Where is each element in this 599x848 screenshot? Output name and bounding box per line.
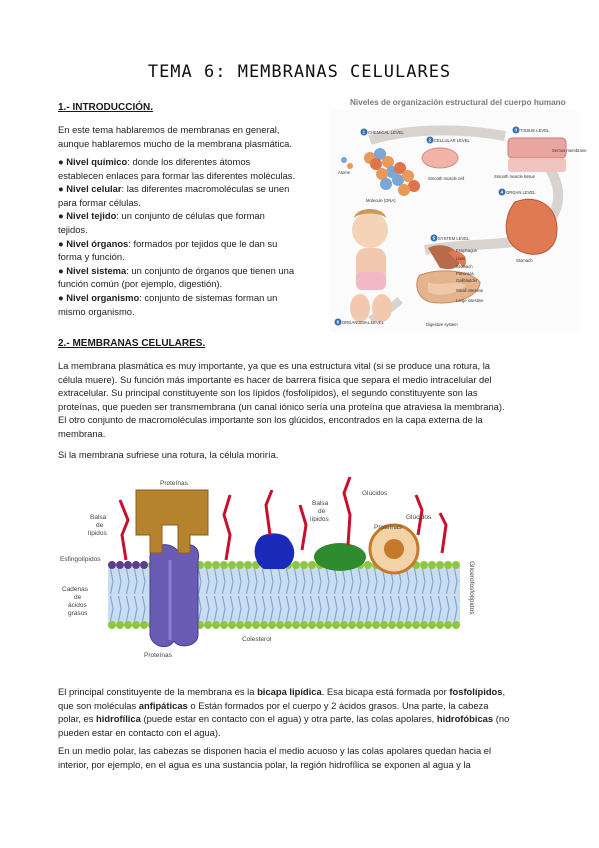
- phospholipid-head: [252, 621, 260, 629]
- label-organismal-level: ORGANISMAL LEVEL: [342, 320, 384, 325]
- phospholipid-head: [292, 621, 300, 629]
- phospholipid-head: [212, 621, 220, 629]
- label-glucidos-1: Glúcidos: [362, 490, 388, 497]
- page-title: TEMA 6: MEMBRANAS CELULARES: [147, 62, 452, 82]
- label-colesterol: Colesterol: [242, 636, 272, 643]
- label-chemical-level: CHEMICAL LEVEL: [368, 130, 404, 135]
- stomach-organ: [506, 199, 557, 254]
- phospholipid-head: [404, 621, 412, 629]
- label-cellular-level: CELLULAR LEVEL: [434, 138, 470, 143]
- label-stomach: Stomach: [516, 258, 533, 263]
- membrane-paragraph: [58, 359, 548, 441]
- phospholipid-head: [380, 621, 388, 629]
- phospholipid-head: [332, 621, 340, 629]
- list-item-cont: tejidos.: [58, 223, 88, 235]
- intro-line: En este tema hablaremos de membranas en general,: [58, 124, 280, 135]
- phospholipid-head: [228, 621, 236, 629]
- phospholipid-head: [364, 561, 372, 569]
- phospholipid-head: [220, 561, 228, 569]
- membrane-figure: [58, 465, 476, 663]
- phospholipid-head: [428, 561, 436, 569]
- paragraph-line: polar, es hidrofílica (puede estar en contacto con el agua) y otra parte, las colas apolares, hidrofóbicas (no: [58, 713, 510, 725]
- paragraph-line: El otro conjunto de macromoléculas importante son los glúcidos, encontrados en la capa externa de la: [58, 414, 483, 426]
- phospholipid-head: [116, 621, 124, 629]
- phospholipid-head: [204, 561, 212, 569]
- levels-list: [58, 155, 333, 318]
- phospholipid-head: [244, 621, 252, 629]
- svg-text:5: 5: [432, 235, 436, 241]
- phospholipid-head: [308, 561, 316, 569]
- phospholipid-head: [212, 561, 220, 569]
- phospholipid-head: [452, 621, 460, 629]
- paragraph-line: extracelular. Su principal constituyente son los lípidos (fosfolípidos), el segundo constituyente son las: [58, 387, 478, 399]
- svg-text:de: de: [74, 594, 82, 601]
- label-proteinas-right: Proteínas: [374, 524, 402, 531]
- phospholipid-head: [452, 561, 460, 569]
- svg-text:de: de: [96, 522, 104, 529]
- lipid-raft: [314, 543, 366, 571]
- cell-shape: [422, 148, 458, 168]
- figure-caption: Niveles de organización estructural del cuerpo humano: [350, 98, 566, 107]
- paragraph-line: interior, por ejemplo, en el agua es una sustancia polar, la región hidrofílica se exponen al agua y la: [58, 758, 471, 770]
- label-tissue-level: TISSUE LEVEL: [520, 128, 550, 133]
- rupture-sentence: Si la membrana sufriese una rotura, la célula moriría.: [58, 449, 279, 460]
- bilayer-paragraph: [58, 685, 548, 739]
- phospholipid-head: [444, 621, 452, 629]
- phospholipid-head: [436, 561, 444, 569]
- list-item-cont: función común (por ejemplo, digestión).: [58, 278, 223, 290]
- phospholipid-head: [428, 621, 436, 629]
- label-liver: Liver: [456, 256, 466, 261]
- phospholipid-head: [236, 561, 244, 569]
- paragraph-line: pueden estar en contacto con el agua).: [58, 726, 221, 738]
- phospholipid-head: [124, 561, 132, 569]
- paragraph-line: que son moléculas anfipáticas o Están formados por el cuerpo y 2 ácidos grasos. Una parte, la cabeza: [58, 699, 489, 711]
- label-smooth-tissue: Smooth muscle tissue: [494, 174, 535, 179]
- paragraph-line: membrana.: [58, 427, 106, 439]
- phospholipid-head: [236, 621, 244, 629]
- phospholipid-head: [348, 621, 356, 629]
- list-item-cont: forma y función.: [58, 251, 125, 263]
- label-digestive: Digestive system: [426, 322, 458, 327]
- list-item: ● Nivel tejido: un conjunto de células que forman: [58, 210, 265, 222]
- phospholipid-head: [204, 621, 212, 629]
- label-atoms: Atoms: [338, 170, 350, 175]
- svg-text:4: 4: [500, 189, 504, 195]
- phospholipid-head: [276, 621, 284, 629]
- label-esfingolipidos: Esfingolípidos: [60, 556, 101, 563]
- phospholipid-head: [260, 621, 268, 629]
- organization-levels-figure: [330, 110, 587, 332]
- list-item-cont: para formar células.: [58, 196, 141, 208]
- phospholipid-head: [436, 621, 444, 629]
- svg-text:lípidos: lípidos: [88, 530, 107, 537]
- phospholipid-head: [300, 561, 308, 569]
- phospholipid-head: [140, 621, 148, 629]
- phospholipid-head: [244, 561, 252, 569]
- label-stomach2: Stomach: [456, 264, 473, 269]
- membrane-illustration: [58, 465, 476, 663]
- paragraph-line: El principal constituyente de la membrana es la bicapa lipídica. Esa bicapa está formada por fosfolípidos,: [58, 686, 506, 697]
- intro-paragraph: [58, 123, 328, 150]
- label-cadenas: Cadenas: [62, 586, 89, 593]
- list-item-cont: mismo organismo.: [58, 305, 135, 317]
- phospholipid-head: [364, 621, 372, 629]
- section-heading-introduccion: 1.- INTRODUCCIÓN.: [58, 102, 153, 113]
- label-large-intestine: Large intestine: [456, 298, 484, 303]
- label-gallbladder: Gallbladder: [456, 278, 478, 283]
- phospholipid-head: [324, 621, 332, 629]
- label-glicerofosfolipidos: Glicerofosfolípidos: [468, 561, 475, 615]
- phospholipid-head: [116, 561, 124, 569]
- label-balsa-2: Balsa: [312, 500, 329, 507]
- label-balsa-1: Balsa: [90, 514, 107, 521]
- paragraph-line: La membrana plasmática es muy importante, ya que es una estructura vital (si se produce una rotura, la: [58, 360, 490, 371]
- label-molecule: Molecule (DNA): [366, 198, 396, 203]
- phospholipid-head: [316, 621, 324, 629]
- paragraph-line: célula muere). Su función más importante es hacer de barrera física que separa el medio intracelular del: [58, 373, 492, 385]
- phospholipid-head: [420, 621, 428, 629]
- intro-line: aunque hablaremos mucho de la membrana plasmática.: [58, 137, 292, 149]
- child-figure: [350, 209, 392, 322]
- list-item-cont: establecen enlaces para formar las diferentes moléculas.: [58, 169, 296, 181]
- polar-medium-paragraph: [58, 744, 548, 771]
- phospholipid-head: [132, 621, 140, 629]
- phospholipid-head: [444, 561, 452, 569]
- list-item: ● Nivel celular: las diferentes macromoléculas se unen: [58, 183, 290, 195]
- phospholipid-head: [140, 561, 148, 569]
- phospholipid-head: [268, 621, 276, 629]
- list-item: ● Nivel organismo: conjunto de sistemas forman un: [58, 291, 278, 303]
- phospholipid-head: [220, 621, 228, 629]
- phospholipid-head: [388, 621, 396, 629]
- list-item: ● Nivel sistema: un conjunto de órganos que tienen una: [58, 264, 295, 276]
- label-glucidos-2: Glúcidos: [406, 514, 432, 521]
- label-proteinas-bottom: Proteínas: [144, 652, 172, 659]
- phospholipid-head: [340, 621, 348, 629]
- phospholipid-head: [372, 621, 380, 629]
- label-serous: Serous membrane: [552, 148, 587, 153]
- section-heading-membranas: 2.- MEMBRANAS CELULARES.: [58, 338, 206, 349]
- phospholipid-head: [228, 561, 236, 569]
- svg-text:3: 3: [514, 127, 518, 133]
- phospholipid-head: [356, 621, 364, 629]
- label-proteinas-top: Proteínas: [160, 480, 188, 487]
- paragraph-line: proteínas, que pueden ser transmembrana (un canal iónico sería una proteína que atraviesa la membrana).: [58, 400, 505, 412]
- phospholipid-head: [132, 561, 140, 569]
- svg-text:de: de: [318, 508, 326, 515]
- peripheral-protein: [136, 490, 208, 553]
- label-pancreas: Pancreas: [456, 271, 474, 276]
- phospholipid-head: [300, 621, 308, 629]
- phospholipid-head: [124, 621, 132, 629]
- label-smooth-cell: Smooth muscle cell: [428, 176, 465, 181]
- organization-levels-illustration: [330, 110, 587, 332]
- phospholipid-head: [108, 621, 116, 629]
- label-small-intestine: Small intestine: [456, 288, 484, 293]
- svg-text:2: 2: [428, 137, 432, 143]
- phospholipid-head: [284, 621, 292, 629]
- svg-text:lípidos: lípidos: [310, 516, 329, 523]
- phospholipid-head: [308, 621, 316, 629]
- phospholipid-head: [420, 561, 428, 569]
- label-system-level: SYSTEM LEVEL: [438, 236, 470, 241]
- label-esophagus: Esophagus: [456, 248, 477, 253]
- list-item: ● Nivel órganos: formados por tejidos que le dan su: [58, 237, 278, 249]
- phospholipid-head: [396, 621, 404, 629]
- svg-text:1: 1: [362, 129, 366, 135]
- phospholipid-head: [412, 621, 420, 629]
- phospholipid-head: [108, 561, 116, 569]
- svg-text:grasos: grasos: [68, 610, 88, 617]
- phospholipid-head: [292, 561, 300, 569]
- list-item: ● Nivel químico: donde los diferentes átomos: [58, 156, 251, 167]
- lipid-raft-protein: [255, 533, 295, 569]
- paragraph-line: En un medio polar, las cabezas se disponen hacia el medio acuoso y las colas apolares quedan hacia el: [58, 745, 492, 756]
- svg-text:ácidos: ácidos: [68, 602, 87, 609]
- svg-text:6: 6: [336, 319, 340, 325]
- label-organ-level: ORGAN LEVEL: [506, 190, 536, 195]
- atoms-cluster: [364, 148, 420, 196]
- transmembrane-protein: [150, 545, 199, 647]
